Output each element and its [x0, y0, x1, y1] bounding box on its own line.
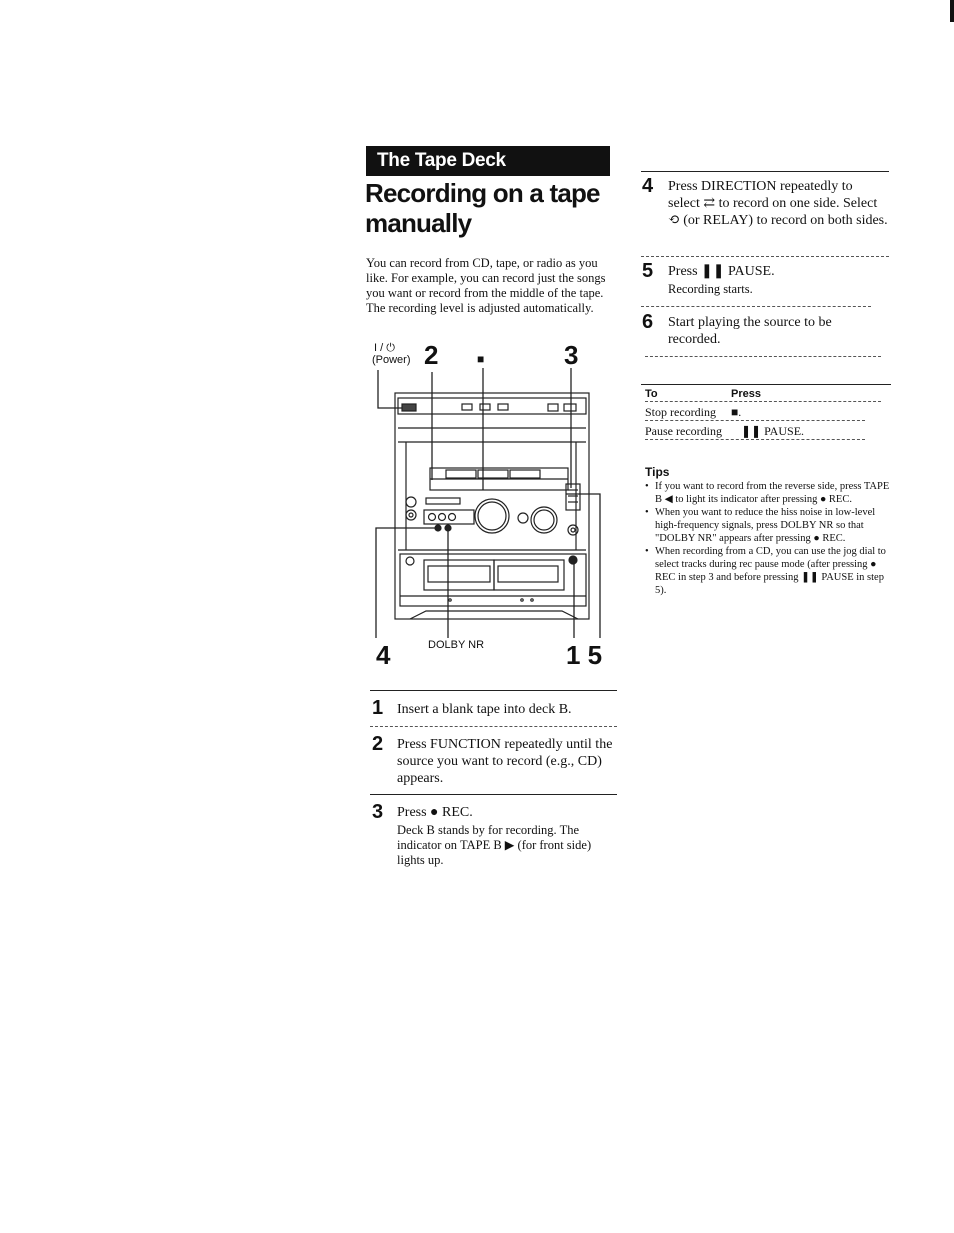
- stereo-diagram: [366, 338, 622, 668]
- callout-2: 2: [424, 340, 439, 370]
- step-3-rule: [370, 794, 617, 795]
- step-3-subtext: Deck B stands by for recording. The indicator on TAPE B ▶ (for front side) lights up.: [397, 823, 592, 867]
- dolby-nr-label: DOLBY NR: [428, 639, 485, 651]
- step-2-number: 2: [372, 733, 384, 755]
- power-label-symbol: I / ⏻: [374, 342, 395, 354]
- tips-list: [645, 480, 890, 597]
- table-bottom-rule: [645, 439, 865, 440]
- step-5-subtext: Recording starts.: [668, 282, 753, 296]
- step-3-number: 3: [372, 801, 384, 823]
- tip-item: • If you want to record from the reverse side, press TAPE B ◀ to light its indicator after pressing ● REC.: [645, 480, 890, 506]
- callout-1-5: 1 5: [566, 640, 603, 670]
- table-header-press: Press: [731, 388, 761, 400]
- stop-symbol-label: ■: [477, 352, 485, 366]
- step-6-number: 6: [642, 311, 654, 333]
- section-header: The Tape Deck: [366, 146, 610, 176]
- power-label-text: (Power): [372, 354, 411, 366]
- step-6-rule: [641, 306, 871, 307]
- step-5-number: 5: [642, 260, 654, 282]
- step-2-rule: [370, 726, 617, 727]
- stereo-unit-illustration: [366, 338, 622, 668]
- page-title-line-2: manually: [365, 208, 472, 238]
- step-6-end-rule: [645, 356, 881, 357]
- table-header-to: To: [645, 388, 658, 400]
- table-cell-press: ■.: [731, 405, 742, 419]
- page-title: [365, 178, 625, 238]
- step-4-text: Press DIRECTION repeatedly to select ⇄ to record on one side. Select ⟲ (or RELAY) to record on both sides.: [668, 179, 888, 228]
- table-cell-press: ❚❚ PAUSE.: [741, 424, 805, 438]
- step-4-number: 4: [642, 175, 654, 197]
- tip-item: • When you want to reduce the hiss noise in low-level high-frequency signals, press DOLBY NR so that "DOLBY NR" appears after pressing ● REC.: [645, 506, 890, 545]
- page-title-line-1: Recording on a tape: [365, 178, 600, 208]
- table-header-row: [641, 385, 891, 401]
- step-5-text: Press ❚❚ PAUSE.: [668, 264, 775, 279]
- callout-4: 4: [376, 640, 391, 670]
- table-row: [641, 421, 891, 439]
- step-1-rule: [370, 690, 617, 691]
- step-2-text: Press FUNCTION repeatedly until the source you want to record (e.g., CD) appears.: [397, 737, 613, 786]
- table-cell-to: Pause recording: [645, 424, 722, 438]
- step-6-text: Start playing the source to be recorded.: [668, 315, 832, 347]
- table-row: [641, 402, 891, 420]
- tips-heading: Tips: [645, 465, 670, 479]
- callout-3: 3: [564, 340, 579, 370]
- step-1-number: 1: [372, 697, 384, 719]
- step-5-rule: [641, 256, 889, 257]
- step-3-text: Press ● REC.: [397, 805, 473, 820]
- step-1-text: Insert a blank tape into deck B.: [397, 702, 572, 717]
- step-4-rule: [641, 171, 889, 172]
- table-cell-to: Stop recording: [645, 405, 716, 419]
- tip-item: • When recording from a CD, you can use the jog dial to select tracks during rec pause mode (after pressing ● REC in step 3 and before pressing ❚❚ PAUSE in step 5).: [645, 545, 890, 597]
- intro-paragraph: You can record from CD, tape, or radio as you like. For example, you can record just the songs you want or record from the middle of the tape. The recording level is adjusted automatically.: [366, 256, 606, 315]
- stop-pause-table: [641, 384, 891, 440]
- page-edge-mark: [950, 0, 954, 22]
